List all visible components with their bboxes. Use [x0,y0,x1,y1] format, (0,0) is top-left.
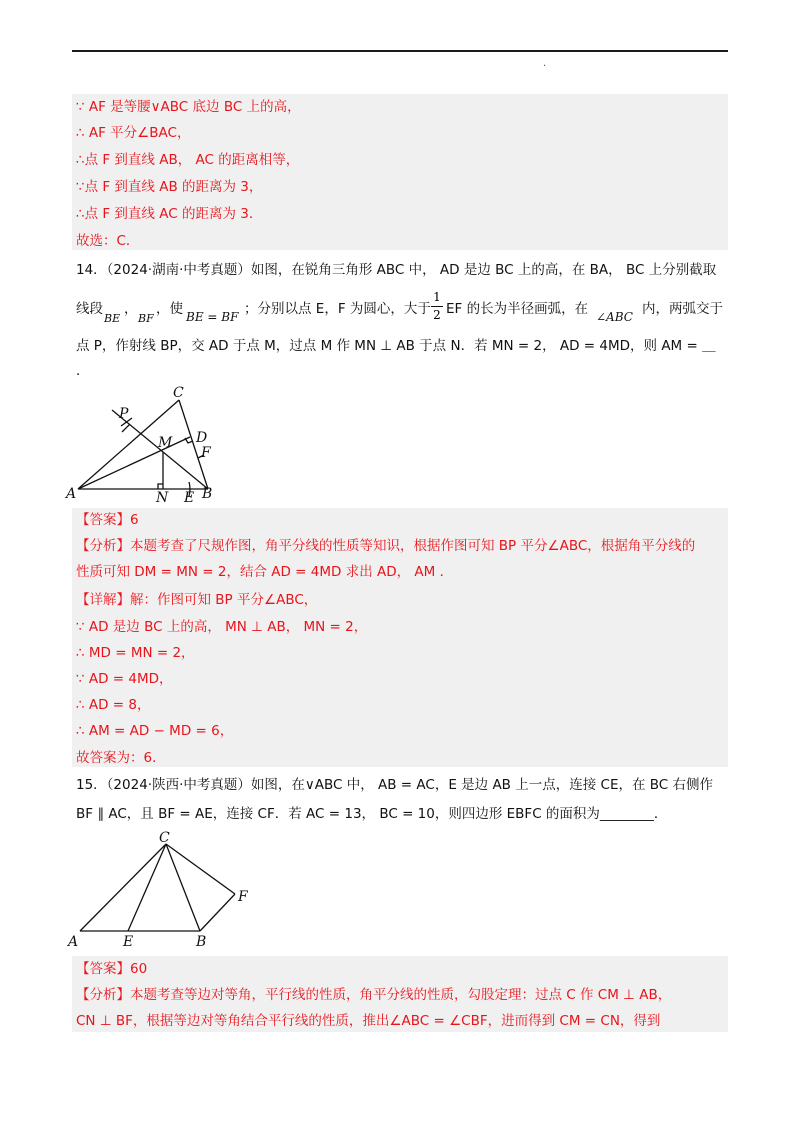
label-p: P [119,406,129,422]
q14-text-line3: 点 P，作射线 BP，交 AD 于点 M，过点 M 作 MN ⊥ AB 于点 N．若 MN = 2， AD = 4MD，则 AM = ＿ [76,338,716,354]
prev-solution-line: ∵ AF 是等腰∨ABC 底边 BC 上的高， [76,99,301,115]
q14-analysis-line1: 【分析】本题考查了尺规作图，角平分线的性质等知识，根据作图可知 BP 平分∠ABC，根据角平分线的 [76,538,696,554]
q14-text-line2-b: ，使 [156,301,183,317]
label-b: B [196,934,207,950]
segment-ac [80,844,166,931]
header-rule [72,50,728,52]
prev-solution-block [72,94,728,250]
q14-angle-abc: ∠ABC [596,310,633,324]
fraction-denominator: 2 [433,308,441,322]
label-b: B [202,486,213,502]
label-a: A [68,934,79,950]
label-c: C [173,385,184,401]
q15-text-line1: 15．（2024·陕西·中考真题）如图，在∨ABC 中， AB = AC，E 是边 AB 上一点，连接 CE，在 BC 右侧作 [76,777,714,793]
q14-detail-line: ∵ AD = 4MD， [76,671,173,687]
q14-detail-line: ∴ MD = MN = 2， [76,645,195,661]
q14-sep: ， [124,301,138,317]
label-n: N [156,490,169,506]
label-m: M [158,435,173,451]
label-d: D [196,430,208,446]
q14-answer: 【答案】6 [76,512,139,528]
label-e: E [184,490,195,506]
prev-solution-line: 故选：C． [76,233,140,249]
q15-analysis-line2: CN ⊥ BF，根据等边对等角结合平行线的性质，推出∠ABC = ∠CBF，进而得到 CM = CN，得到 [76,1013,661,1029]
q14-detail-line: 【详解】解：作图可知 BP 平分∠ABC， [76,592,318,608]
q15-text-line2: BF ∥ AC，且 BF = AE，连接 CF．若 AC = 13， BC = 10，则四边形 EBFC 的面积为________． [76,806,668,822]
segment-bf [200,894,235,931]
q14-text-line4: ． [76,363,90,379]
fraction-numerator: 1 [433,290,441,304]
q14-segment-bf: BF [138,312,154,325]
prev-solution-line: ∵点 F 到直线 AB 的距离为 3， [76,179,263,195]
segment-ce [128,844,166,931]
label-f: F [238,889,248,905]
q14-analysis-line2: 性质可知 DM = MN = 2，结合 AD = 4MD 求出 AD， AM ． [76,564,454,580]
label-a: A [66,486,77,502]
header-dot: . [543,58,547,69]
q14-text-line2-d: EF 的长为半径画弧，在 [446,301,589,317]
q15-answer: 【答案】60 [76,961,148,977]
q15-analysis-line1: 【分析】本题考查等边对等角，平行线的性质，角平分线的性质，勾股定理：过点 C 作 CM ⊥ AB， [76,987,672,1003]
prev-solution-line: ∴点 F 到直线 AC 的距离为 3． [76,206,263,222]
right-angle-n [158,484,163,489]
label-c: C [159,830,170,846]
q14-detail-line: 故答案为：6． [76,750,166,766]
q14-equation-be-bf: BE = BF [186,310,239,324]
prev-solution-line: ∴点 F 到直线 AB， AC 的距离相等， [76,152,300,168]
fraction-bar [431,306,443,307]
label-f: F [201,445,211,461]
segment-ad [78,437,190,489]
q14-segment-be: BE [104,312,121,325]
q14-text-line2-e: 内，两弧交于 [642,301,723,317]
label-e: E [123,934,134,950]
q14-text-line1: 14．（2024·湖南·中考真题）如图，在锐角三角形 ABC 中， AD 是边 BC 上的高，在 BA， BC 上分别截取 [76,262,717,278]
prev-solution-line: ∴ AF 平分∠BAC， [76,125,191,141]
q15-figure [70,828,260,950]
q14-figure [66,380,230,506]
q14-detail-line: ∴ AD = 8， [76,697,151,713]
q14-text-line2-c: ；分别以点 E，F 为圆心，大于 [244,301,431,317]
q14-text-line2-a: 线段 [76,301,103,317]
q14-detail-line: ∴ AM = AD − MD = 6， [76,723,234,739]
q14-detail-line: ∵ AD 是边 BC 上的高， MN ⊥ AB， MN = 2， [76,619,368,635]
